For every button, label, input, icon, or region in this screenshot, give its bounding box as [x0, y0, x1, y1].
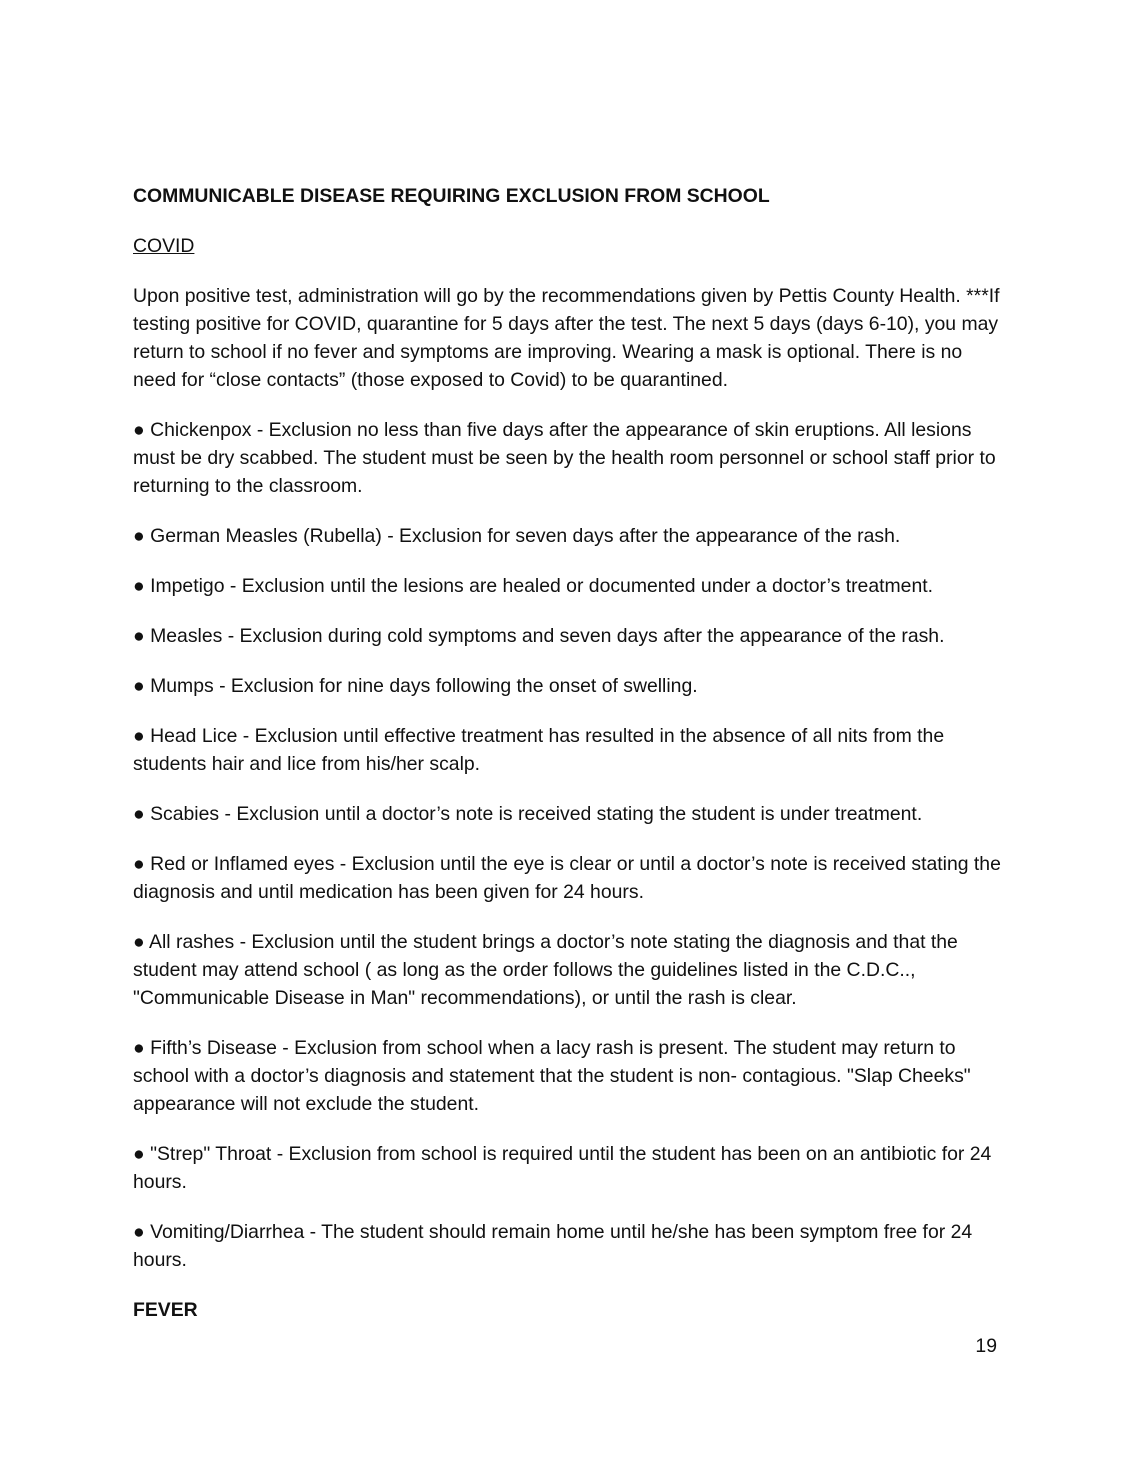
- bullet-icon: ●: [133, 1037, 145, 1059]
- bullet-icon: ●: [133, 853, 145, 875]
- list-item-text: Fifth’s Disease - Exclusion from school when a lacy rash is present. The student may return to school with a doctor’s diagnosis and statement that the student is non- contagious. "Slap Cheeks" appearance will not exclude the student.: [133, 1037, 971, 1115]
- bullet-icon: ●: [133, 575, 145, 597]
- disease-list: [133, 416, 1003, 1274]
- page-number: 19: [975, 1335, 997, 1357]
- bullet-icon: ●: [133, 625, 145, 647]
- list-item-text: All rashes - Exclusion until the student brings a doctor’s note stating the diagnosis and that the student may attend school ( as long as the order follows the guidelines listed in the C.D.C.., "Communicable Disease in Man" recommendations), or until the rash is clear.: [133, 931, 958, 1009]
- covid-paragraph: Upon positive test, administration will go by the recommendations given by Pettis County Health. ***If testing positive for COVID, quarantine for 5 days after the test. The next 5 days (days 6-10), you may return to school if no fever and symptoms are improving. Wearing a mask is optional. There is no need for “close contacts” (those exposed to Covid) to be quarantined.: [133, 285, 1000, 391]
- bullet-icon: ●: [133, 803, 145, 825]
- list-item: [133, 1034, 1003, 1118]
- list-item: [133, 522, 1003, 550]
- list-item: [133, 672, 1003, 700]
- list-item: [133, 722, 1003, 778]
- list-item-text: Head Lice - Exclusion until effective treatment has resulted in the absence of all nits from the students hair and lice from his/her scalp.: [133, 725, 945, 775]
- list-item: [133, 1218, 1003, 1274]
- list-item: [133, 572, 1003, 600]
- fever-heading: FEVER: [133, 1299, 198, 1321]
- bullet-icon: ●: [133, 1221, 145, 1243]
- list-item: [133, 800, 1003, 828]
- list-item-text: Impetigo - Exclusion until the lesions are healed or documented under a doctor’s treatment.: [150, 575, 934, 597]
- page-content: [133, 182, 1003, 1324]
- list-item-text: German Measles (Rubella) - Exclusion for seven days after the appearance of the rash.: [150, 525, 901, 547]
- bullet-icon: ●: [133, 419, 145, 441]
- list-item-text: "Strep" Throat - Exclusion from school is required until the student has been on an antibiotic for 24 hours.: [133, 1143, 992, 1193]
- list-item: [133, 1140, 1003, 1196]
- list-item-text: Mumps - Exclusion for nine days following the onset of swelling.: [150, 675, 698, 697]
- covid-heading: COVID: [133, 235, 195, 257]
- list-item-text: Measles - Exclusion during cold symptoms and seven days after the appearance of the rash.: [150, 625, 945, 647]
- list-item: [133, 622, 1003, 650]
- bullet-icon: ●: [133, 675, 145, 697]
- list-item: [133, 416, 1003, 500]
- page-title: COMMUNICABLE DISEASE REQUIRING EXCLUSION FROM SCHOOL: [133, 185, 770, 207]
- list-item: [133, 928, 1003, 1012]
- bullet-icon: ●: [133, 725, 145, 747]
- bullet-icon: ●: [133, 931, 145, 953]
- list-item-text: Chickenpox - Exclusion no less than five days after the appearance of skin eruptions. All lesions must be dry scabbed. The student must be seen by the health room personnel or school staff prior to returning to the classroom.: [133, 419, 996, 497]
- list-item-text: Vomiting/Diarrhea - The student should remain home until he/she has been symptom free for 24 hours.: [133, 1221, 973, 1271]
- list-item-text: Scabies - Exclusion until a doctor’s note is received stating the student is under treatment.: [150, 803, 923, 825]
- bullet-icon: ●: [133, 525, 145, 547]
- bullet-icon: ●: [133, 1143, 145, 1165]
- list-item: [133, 850, 1003, 906]
- list-item-text: Red or Inflamed eyes - Exclusion until the eye is clear or until a doctor’s note is received stating the diagnosis and until medication has been given for 24 hours.: [133, 853, 1001, 903]
